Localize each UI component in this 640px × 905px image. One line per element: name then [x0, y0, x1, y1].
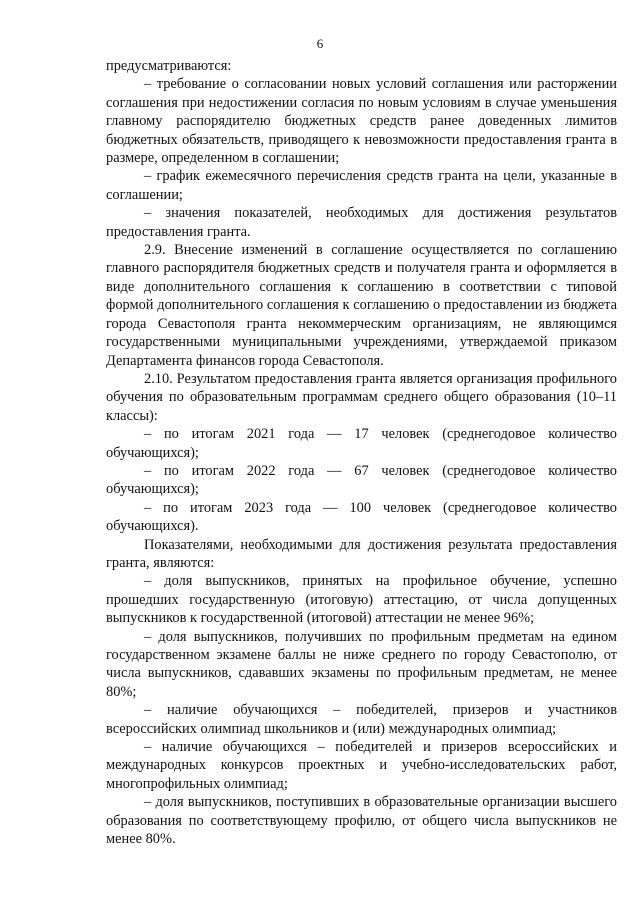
- list-item-result-2022: – по итогам 2022 года — 67 человек (среднегодовое количество обучающихся);: [106, 462, 617, 498]
- list-item-indicator-values: – значения показателей, необходимых для достижения результатов предоставления гранта.: [106, 205, 617, 240]
- page-number: 6: [316, 36, 324, 51]
- paragraph-2-9: 2.9. Внесение изменений в соглашение осуществляется по соглашению главного распорядителя бюджетных средств и получателя гранта и оформляется в виде дополнительного соглашения к соглашению в соответствии с типовой формой дополнительного соглашения к соглашению о предоставлении из бюджета города Севастополя гранта некоммерческим организациям, не являющимся государственными муниципальными учреждениями, утверждаемой приказом Департамента финансов города Севастополя.: [106, 242, 617, 369]
- paragraph-2-10: 2.10. Результатом предоставления гранта является организация профильного обучения по образовательным программам среднего общего образования (10–11 классы):: [106, 370, 617, 424]
- list-item-result-2021: – по итогам 2021 года — 17 человек (среднегодовое количество обучающихся);: [106, 426, 617, 461]
- list-item-indicator-exam: – доля выпускников, получивших по профильным предметам на едином государственном экзамене баллы не ниже среднего по городу Севастополю, от числа выпускников, сдававших экзамены по профильным предметам, не менее 80%;: [106, 628, 617, 700]
- paragraph-intro: предусматриваются:: [106, 58, 232, 74]
- list-item-indicator-contests: – наличие обучающихся – победителей и призеров всероссийских и международных конкурсов проектных и учебно-исследовательских работ, многопрофильных олимпиад;: [106, 739, 617, 792]
- list-item-indicator-admission: – доля выпускников, поступивших в образовательные организации высшего образования по соответствующему профилю, от общего числа выпускников не менее 80%.: [106, 794, 617, 848]
- list-item-agreement-change: – требование о согласовании новых условий соглашения или расторжении соглашения при недостижении согласия по новым условиям в случае уменьшения главному распорядителю бюджетных средств ранее доведенных лимитов бюджетных обязательств, приводящего к невозможности предоставления гранта в размере, определенном в соглашении;: [106, 76, 617, 167]
- list-item-payment-schedule: – график ежемесячного перечисления средств гранта на цели, указанные в соглашении;: [106, 168, 617, 203]
- list-item-indicator-attestation: – доля выпускников, принятых на профильное обучение, успешно прошедших государственную (итоговую) аттестацию, от числа допущенных выпускников к государственной (итоговой) аттестации не менее 96%;: [106, 573, 617, 627]
- document-body: [106, 57, 617, 848]
- list-item-indicator-olympiads: – наличие обучающихся – победителей, призеров и участников всероссийских олимпиад школьников и (или) международных олимпиад;: [106, 702, 617, 737]
- paragraph-indicators: Показателями, необходимыми для достижения результата предоставления гранта, являются:: [106, 536, 617, 571]
- list-item-result-2023: – по итогам 2023 года — 100 человек (среднегодовое количество обучающихся).: [106, 499, 617, 535]
